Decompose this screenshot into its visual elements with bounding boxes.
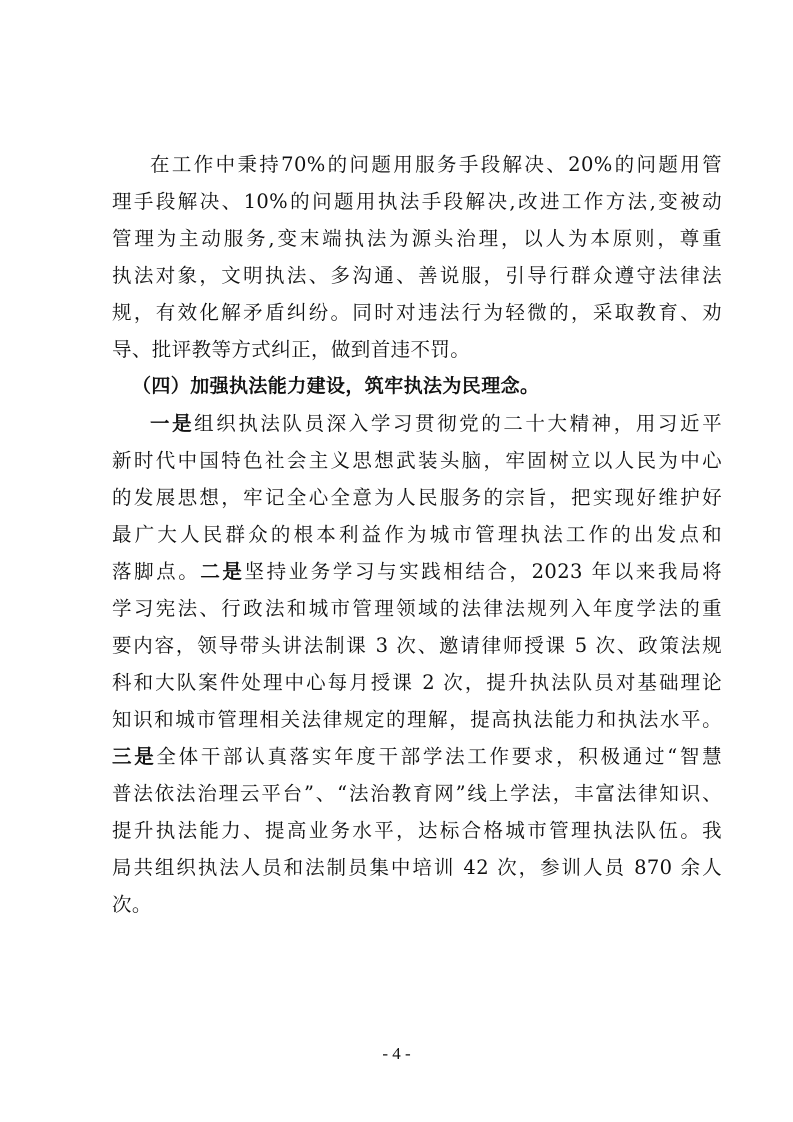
paragraph-2-line-10-text: 全体干部认真落实年度干部学法工作要求，积极通过“智慧 [156,745,722,768]
paragraph-1-line-4: 执法对象，文明执法、多沟通、善说服，引导行群众遵守法律法 [112,264,722,287]
paragraph-2-line-14: 次。 [112,893,152,916]
paragraph-2-line-9: 知识和城市管理相关法律规定的理解，提高执法能力和执法水平。 [112,708,722,731]
paragraph-2-line-5-pre: 落脚点。 [112,560,201,583]
paragraph-1-line-6: 导、批评教等方式纠正，做到首违不罚。 [112,338,471,361]
paragraph-1-line-2: 理手段解决、10%的问题用执法手段解决,改进工作方法,变被动 [112,190,722,213]
paragraph-2-line-10 [112,738,722,775]
lead-point-2: 二是 [200,560,245,583]
paragraph-2-line-12: 提升执法能力、提高业务水平，达标合格城市管理执法队伍。我 [112,819,722,842]
paragraph-2-line-3: 的发展思想，牢记全心全意为人民服务的宗旨，把实现好维护好 [112,486,722,509]
paragraph-1-line-5: 规，有效化解矛盾纠纷。同时对违法行为轻微的，采取教育、劝 [112,301,722,324]
lead-point-1: 一是 [150,412,195,435]
paragraph-2-line-5 [112,553,722,590]
paragraph-1-line-3: 管理为主动服务,变末端执法为源头治理，以人为本原则，尊重 [112,227,722,250]
section-heading-4: （四）加强执法能力建设，筑牢执法为民理念。 [132,375,540,397]
paragraph-2-line-1-text: 组织执法队员深入学习贯彻党的二十大精神，用习近平 [194,412,722,435]
page-number: - 4 - [382,1044,411,1063]
paragraph-2-line-1 [112,405,722,442]
paragraph-2-line-2: 新时代中国特色社会主义思想武装头脑，牢固树立以人民为中心 [112,449,722,472]
paragraph-2-line-11: 普法依法治理云平台”、“法治教育网”线上学法，丰富法律知识、 [112,782,722,805]
paragraph-2-line-5-text: 坚持业务学习与实践相结合，2023 年以来我局将 [244,560,722,583]
paragraph-2-line-6: 学习宪法、行政法和城市管理领域的法律法规列入年度学法的重 [112,597,722,620]
document-body [112,146,722,923]
paragraph-2-line-13: 局共组织执法人员和法制员集中培训 42 次，参训人员 870 余人 [112,856,722,879]
paragraph-2-line-8: 科和大队案件处理中心每月授课 2 次，提升执法队员对基础理论 [112,671,722,694]
paragraph-1-line-1: 在工作中秉持70%的问题用服务手段解决、20%的问题用管 [150,153,722,176]
lead-point-3: 三是 [112,745,157,768]
paragraph-2-line-7: 要内容，领导带头讲法制课 3 次、邀请律师授课 5 次、政策法规 [112,634,722,657]
paragraph-2-line-4: 最广大人民群众的根本利益作为城市管理执法工作的出发点和 [112,523,722,546]
